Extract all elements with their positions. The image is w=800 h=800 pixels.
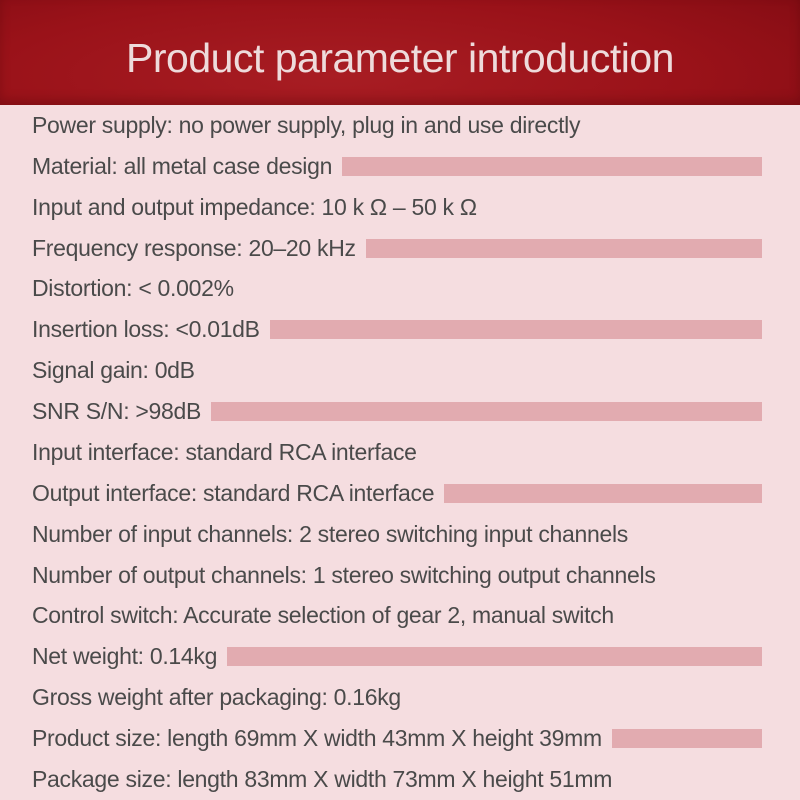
header-banner — [0, 0, 800, 105]
parameter-text: Signal gain: 0dB — [32, 357, 195, 384]
parameter-row — [0, 759, 800, 800]
parameter-text: Control switch: Accurate selection of gear 2, manual switch — [32, 602, 614, 629]
parameter-text: Material: all metal case design — [32, 152, 333, 179]
highlight-bar — [270, 320, 762, 339]
parameter-text: Distortion: < 0.002% — [32, 275, 234, 302]
parameter-text: Frequency response: 20–20 kHz — [32, 234, 356, 261]
highlight-bar — [227, 647, 762, 666]
parameter-text: Input and output impedance: 10 k Ω – 50 k Ω — [32, 193, 477, 220]
highlight-bar — [211, 402, 762, 421]
parameter-text: Input interface: standard RCA interface — [32, 438, 417, 465]
highlight-bar — [444, 484, 762, 503]
parameter-row — [0, 718, 800, 759]
parameter-text: Insertion loss: <0.01dB — [32, 316, 260, 343]
parameter-row — [0, 473, 800, 514]
parameter-row — [0, 514, 800, 555]
parameter-text: Product size: length 69mm X width 43mm X height 39mm — [32, 725, 602, 752]
parameter-list — [0, 105, 800, 800]
highlight-bar — [366, 239, 762, 258]
parameter-text: Package size: length 83mm X width 73mm X height 51mm — [32, 765, 613, 792]
parameter-row — [0, 187, 800, 228]
parameter-row — [0, 228, 800, 269]
parameter-text: Output interface: standard RCA interface — [32, 479, 435, 506]
parameter-row — [0, 105, 800, 146]
parameter-text: SNR S/N: >98dB — [32, 398, 202, 425]
parameter-row — [0, 269, 800, 310]
parameter-row — [0, 309, 800, 350]
parameter-row — [0, 677, 800, 718]
page-title: Product parameter introduction — [126, 35, 674, 81]
parameter-text: Power supply: no power supply, plug in and use directly — [32, 111, 581, 138]
parameter-text: Number of output channels: 1 stereo switching output channels — [32, 561, 656, 588]
parameter-text: Net weight: 0.14kg — [32, 643, 218, 670]
parameter-text: Gross weight after packaging: 0.16kg — [32, 684, 401, 711]
parameter-row — [0, 636, 800, 677]
highlight-bar — [612, 729, 762, 748]
parameter-row — [0, 391, 800, 432]
parameter-row — [0, 596, 800, 637]
highlight-bar — [342, 157, 762, 176]
parameter-row — [0, 555, 800, 596]
parameter-row — [0, 432, 800, 473]
parameter-text: Number of input channels: 2 stereo switching input channels — [32, 520, 628, 547]
parameter-row — [0, 146, 800, 187]
parameter-row — [0, 350, 800, 391]
